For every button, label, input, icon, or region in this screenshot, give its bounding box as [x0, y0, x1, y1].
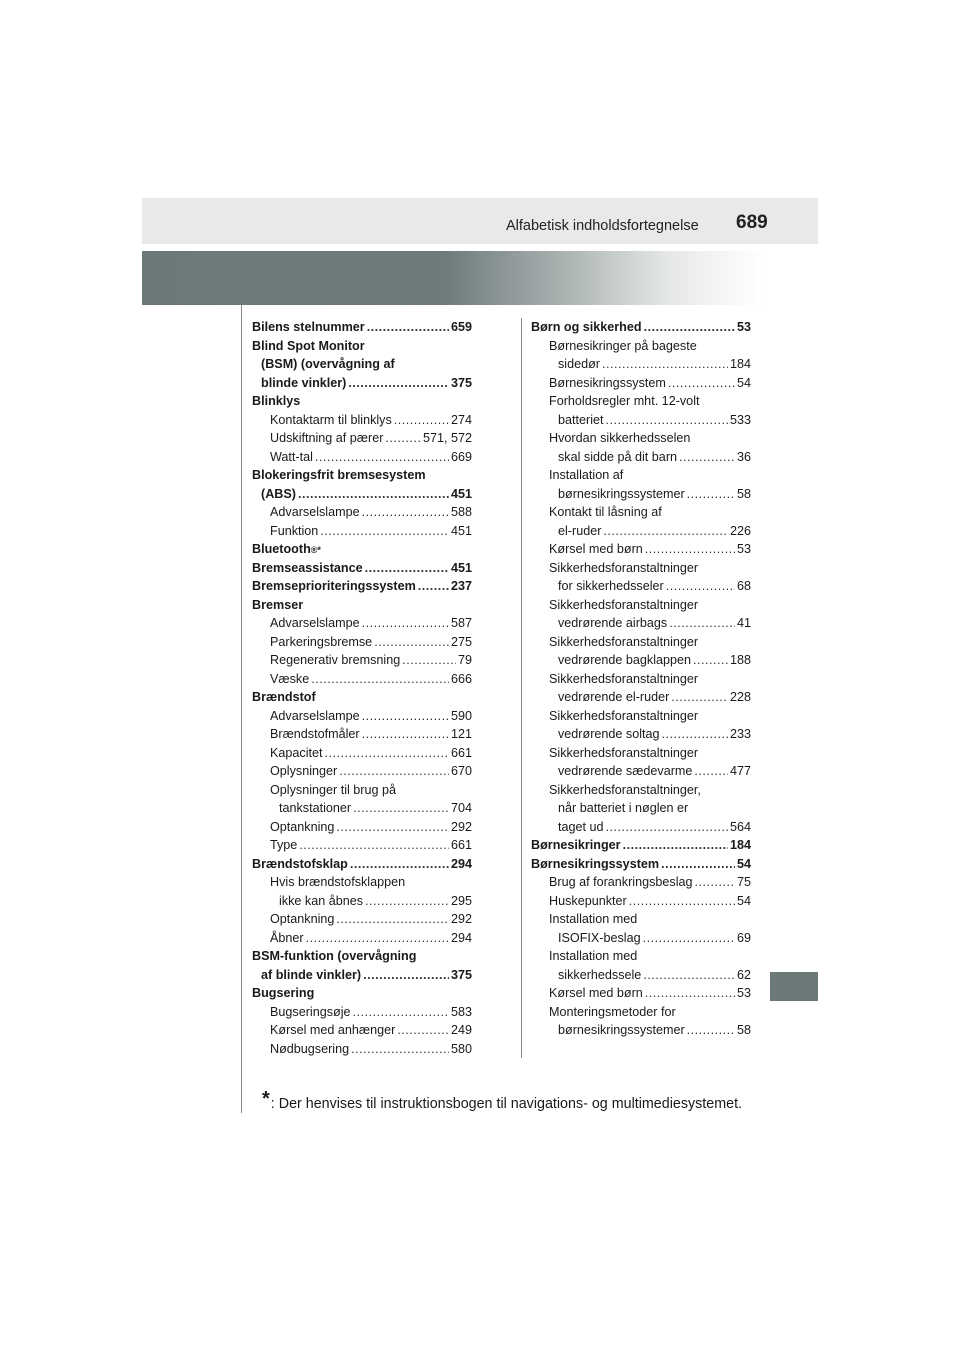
index-entry: [531, 670, 751, 689]
entry-page-ref: 237: [450, 579, 472, 593]
index-entry: [252, 633, 472, 652]
entry-text: Kontakt til låsning af: [549, 505, 662, 519]
index-entry: [252, 781, 472, 800]
footnote-mark: *: [262, 1088, 270, 1110]
index-entry: [252, 688, 472, 707]
section-title: Alfabetisk indholdsfortegnelse: [506, 218, 699, 234]
dot-leader: [602, 355, 728, 374]
index-entry: [531, 411, 751, 430]
dot-leader: [623, 836, 728, 855]
dot-leader: [394, 411, 449, 430]
dot-leader: [365, 559, 449, 578]
entry-page-ref: 58: [736, 1023, 751, 1037]
dot-leader: [402, 651, 456, 670]
index-entry: [531, 485, 751, 504]
entry-text: Advarselslampe: [270, 616, 360, 630]
index-entry: [252, 1003, 472, 1022]
index-entry: [531, 651, 751, 670]
entry-page-ref: 184: [729, 357, 751, 371]
index-entry: [252, 855, 472, 874]
index-entry: [531, 781, 751, 800]
entry-page-ref: 588: [450, 505, 472, 519]
entry-text: Børnesikringer på bageste: [549, 338, 697, 353]
entry-text: vedrørende sædevarme: [558, 764, 693, 778]
entry-text: Kørsel med anhænger: [270, 1023, 396, 1037]
entry-text: Sikkerhedsforanstaltninger,: [549, 782, 701, 797]
entry-page-ref: 79: [457, 653, 472, 667]
dot-leader: [661, 855, 735, 874]
entry-page-ref: 590: [450, 708, 472, 723]
index-entry: Bluetooth ®*: [252, 540, 472, 559]
entry-page-ref: 68: [736, 579, 751, 593]
entry-page-ref: 294: [450, 856, 472, 871]
entry-page-ref: 451: [450, 523, 472, 538]
index-entry: [531, 892, 751, 911]
entry-text: børnesikringssystemer: [558, 1023, 685, 1037]
entry-text: blinde vinkler): [261, 375, 347, 390]
index-entry: [531, 429, 751, 448]
entry-page-ref: 69: [736, 930, 751, 945]
dot-leader: [606, 411, 728, 430]
dot-leader: [679, 448, 735, 467]
entry-text: af blinde vinkler): [261, 967, 362, 982]
entry-text: Børnesikringer: [531, 838, 621, 852]
entry-text: Huskepunkter: [549, 893, 627, 908]
index-entry: [252, 984, 472, 1003]
index-entry: [252, 559, 472, 578]
entry-page-ref: 292: [450, 912, 472, 926]
dot-leader: [315, 448, 449, 467]
dot-leader: [643, 929, 735, 948]
entry-page-ref: 451: [450, 560, 472, 575]
entry-text: Oplysninger: [270, 764, 338, 778]
index-entry: [531, 540, 751, 559]
dot-leader: [336, 910, 449, 929]
entry-text: Børnesikringssystem: [549, 375, 666, 390]
entry-text: Brændstof: [252, 690, 316, 704]
entry-text: vedrørende el-ruder: [558, 690, 670, 704]
dot-leader: [606, 818, 728, 837]
dot-leader: [645, 984, 735, 1003]
entry-text: Sikkerhedsforanstaltninger: [549, 560, 699, 575]
entry-text: Bugseringsøje: [270, 1004, 351, 1019]
dot-leader: [353, 1003, 449, 1022]
dot-leader: [671, 688, 728, 707]
index-entry: [531, 818, 751, 837]
entry-text: Brændstofmåler: [270, 727, 360, 741]
index-entry: [252, 448, 472, 467]
index-entry: [252, 651, 472, 670]
index-entry: [252, 485, 472, 504]
entry-text: Bugsering: [252, 986, 315, 1000]
index-entry: [531, 1003, 751, 1022]
index-entry: [531, 374, 751, 393]
entry-text: Monteringsmetoder for: [549, 1004, 676, 1019]
dot-leader: [311, 670, 449, 689]
entry-page-ref: 661: [450, 838, 472, 852]
index-entry: [252, 799, 472, 818]
entry-page-ref: 41: [736, 616, 751, 630]
footnote: [262, 1088, 742, 1112]
index-entry: [252, 725, 472, 744]
dot-leader: [662, 725, 728, 744]
dot-leader: [397, 1021, 449, 1040]
header-band: [142, 198, 818, 244]
index-entry: [531, 744, 751, 763]
entry-text: Hvis brændstofsklappen: [270, 875, 406, 889]
entry-page-ref: 36: [736, 449, 751, 464]
index-entry: [531, 337, 751, 356]
entry-text: Regenerativ bremsning: [270, 653, 401, 667]
index-entry: [531, 522, 751, 541]
dot-leader: [298, 485, 449, 504]
entry-text: Funktion: [270, 523, 319, 538]
index-column-right: [531, 318, 751, 1040]
index-entry: [531, 466, 751, 485]
dot-leader: [362, 725, 449, 744]
index-entry: [252, 892, 472, 911]
index-entry: [252, 836, 472, 855]
entry-text: Hvordan sikkerhedsselen: [549, 431, 691, 445]
entry-text: Installation af: [549, 468, 624, 482]
entry-page-ref: 188: [729, 653, 751, 667]
index-entry: [531, 1021, 751, 1040]
entry-page-ref: 75: [736, 875, 751, 889]
entry-text: tankstationer: [279, 801, 352, 815]
dot-leader: [666, 577, 735, 596]
entry-page-ref: 587: [450, 616, 472, 630]
index-entry: [531, 855, 751, 874]
entry-page-ref: 704: [450, 801, 472, 815]
entry-page-ref: 564: [729, 819, 751, 834]
index-entry: [252, 466, 472, 485]
entry-text: Udskiftning af pærer: [270, 431, 384, 445]
dot-leader: [629, 892, 735, 911]
entry-text: vedrørende soltag: [558, 727, 660, 741]
entry-text: Installation med: [549, 912, 638, 926]
dot-leader: [365, 892, 449, 911]
index-entry: [252, 503, 472, 522]
entry-page-ref: 583: [450, 1004, 472, 1019]
entry-text: BSM-funktion (overvågning: [252, 949, 417, 963]
entry-page-ref: 54: [736, 856, 751, 871]
entry-page-ref: 375: [450, 967, 472, 982]
index-entry: [531, 559, 751, 578]
entry-text: Nødbugsering: [270, 1041, 350, 1056]
index-entry: [252, 337, 472, 356]
index-entry: [531, 873, 751, 892]
entry-text: Advarselslampe: [270, 505, 360, 519]
entry-page-ref: 121: [450, 727, 472, 741]
footnote-text: : Der henvises til instruktionsbogen til navigations- og multimediesystemet.: [270, 1096, 743, 1112]
entry-page-ref: 533: [729, 412, 751, 427]
entry-text: Type: [270, 838, 298, 852]
index-entry: [252, 910, 472, 929]
index-entry: [531, 910, 751, 929]
index-entry: [531, 448, 751, 467]
entry-page-ref: 292: [450, 819, 472, 834]
dot-leader: [363, 966, 449, 985]
entry-page-ref: 228: [729, 690, 751, 704]
entry-text: Oplysninger til brug på: [270, 782, 397, 797]
entry-text: Advarselslampe: [270, 708, 360, 723]
entry-text: Kørsel med børn: [549, 986, 643, 1000]
dot-leader: [418, 577, 449, 596]
index-entry: [252, 929, 472, 948]
entry-page-ref: 226: [729, 523, 751, 538]
dot-leader: [348, 374, 449, 393]
entry-page-ref: 54: [736, 893, 751, 908]
index-entry: [252, 762, 472, 781]
entry-text: skal sidde på dit barn: [558, 449, 678, 464]
entry-text: Sikkerhedsforanstaltninger: [549, 634, 699, 649]
entry-text: Optankning: [270, 912, 335, 926]
index-entry: [252, 374, 472, 393]
dot-leader: [643, 966, 735, 985]
dot-leader: [694, 762, 728, 781]
index-entry: [252, 318, 472, 337]
entry-page-ref: 58: [736, 486, 751, 501]
dot-leader: [325, 744, 449, 763]
entry-text: vedrørende bagklappen: [558, 653, 692, 667]
dot-leader: [693, 651, 728, 670]
dot-leader: [645, 540, 735, 559]
dot-leader: [320, 522, 449, 541]
entry-text: Bluetooth: [252, 542, 311, 556]
entry-page-ref: 477: [729, 764, 751, 778]
entry-page-ref: 375: [450, 375, 472, 390]
dot-leader: [362, 707, 449, 726]
entry-text: Watt-tal: [270, 449, 313, 464]
dot-leader: [362, 614, 449, 633]
entry-page-ref: 451: [450, 486, 472, 501]
index-entry: [531, 633, 751, 652]
index-entry: [252, 947, 472, 966]
index-entry: [531, 799, 751, 818]
entry-text: Blind Spot Monitor: [252, 338, 365, 353]
entry-text: Børn og sikkerhed: [531, 320, 642, 334]
index-entry: [252, 1021, 472, 1040]
index-entry: [252, 596, 472, 615]
index-entry: [531, 966, 751, 985]
entry-text: Brændstofsklap: [252, 856, 348, 871]
index-entry: [531, 836, 751, 855]
dot-leader: [669, 614, 735, 633]
entry-page-ref: 571, 572: [422, 431, 472, 445]
dot-leader: [350, 855, 449, 874]
entry-page-ref: 233: [729, 727, 751, 741]
index-entry: [531, 503, 751, 522]
index-entry: [252, 873, 472, 892]
entry-text: Kørsel med børn: [549, 542, 643, 556]
entry-page-ref: 53: [736, 320, 751, 334]
entry-page-ref: 661: [450, 745, 472, 760]
index-entry: [252, 392, 472, 411]
entry-text: Børnesikringssystem: [531, 856, 660, 871]
index-entry: [252, 670, 472, 689]
entry-text: Kontaktarm til blinklys: [270, 412, 392, 427]
entry-page-ref: 294: [450, 930, 472, 945]
entry-text: Sikkerhedsforanstaltninger: [549, 597, 699, 612]
entry-text: Kapacitet: [270, 745, 323, 760]
index-entry: [531, 355, 751, 374]
index-entry: [252, 1040, 472, 1059]
index-entry: [531, 596, 751, 615]
entry-text: børnesikringssystemer: [558, 486, 685, 501]
entry-page-ref: 295: [450, 893, 472, 908]
entry-text: Parkeringsbremse: [270, 634, 373, 649]
index-entry: [531, 577, 751, 596]
dot-leader: [687, 1021, 735, 1040]
dot-leader: [695, 873, 735, 892]
index-entry: [531, 392, 751, 411]
entry-text: sidedør: [558, 357, 600, 371]
entry-page-ref: 53: [736, 986, 751, 1000]
entry-text: når batteriet i nøglen er: [558, 801, 689, 815]
dot-leader: [668, 374, 735, 393]
entry-text: ISOFIX-beslag: [558, 930, 641, 945]
index-entry: [252, 818, 472, 837]
index-entry: [252, 411, 472, 430]
dot-leader: [374, 633, 449, 652]
header-gradient-bar: [142, 251, 818, 305]
dot-leader: [353, 799, 449, 818]
index-entry: [531, 984, 751, 1003]
entry-text: taget ud: [558, 819, 604, 834]
entry-page-ref: 274: [450, 412, 472, 427]
entry-page-ref: 275: [450, 634, 472, 649]
entry-text: Bremseassistance: [252, 560, 363, 575]
entry-page-ref: 659: [450, 320, 472, 334]
dot-leader: [367, 318, 449, 337]
index-entry: [252, 355, 472, 374]
index-entry: [531, 947, 751, 966]
index-entry: [531, 929, 751, 948]
entry-text: Brug af forankringsbeslag: [549, 875, 693, 889]
dot-leader: [299, 836, 449, 855]
entry-page-ref: 53: [736, 542, 751, 556]
index-entry: [252, 744, 472, 763]
entry-text: vedrørende airbags: [558, 616, 668, 630]
index-entry: [531, 762, 751, 781]
entry-page-ref: 666: [450, 671, 472, 686]
index-entry: [252, 614, 472, 633]
entry-text: Optankning: [270, 819, 335, 834]
dot-leader: [687, 485, 735, 504]
entry-text: ikke kan åbnes: [279, 893, 364, 908]
entry-text: Forholdsregler mht. 12-volt: [549, 394, 700, 408]
entry-text: Bilens stelnummer: [252, 320, 365, 334]
index-entry: [531, 707, 751, 726]
index-entry: [252, 577, 472, 596]
dot-leader: [351, 1040, 449, 1059]
entry-page-ref: 670: [450, 764, 472, 778]
index-entry: [252, 522, 472, 541]
entry-page-ref: 62: [736, 967, 751, 982]
entry-page-ref: 669: [450, 449, 472, 464]
index-entry: [531, 318, 751, 337]
index-entry: [531, 688, 751, 707]
dot-leader: [644, 318, 735, 337]
index-entry: [252, 966, 472, 985]
section-thumb-tab: [770, 972, 818, 1001]
left-margin-rule: [241, 305, 242, 1113]
entry-text: Blokeringsfrit bremsesystem: [252, 468, 426, 482]
entry-text: Blinklys: [252, 394, 301, 408]
entry-text: Sikkerhedsforanstaltninger: [549, 708, 699, 723]
index-entry: [252, 429, 472, 448]
dot-leader: [339, 762, 449, 781]
entry-page-ref: 54: [736, 375, 751, 390]
entry-page-ref: 249: [450, 1023, 472, 1037]
dot-leader: [385, 429, 421, 448]
entry-text: Sikkerhedsforanstaltninger: [549, 745, 699, 760]
entry-text: Væske: [270, 671, 310, 686]
dot-leader: [306, 929, 449, 948]
entry-text: Bremseprioriteringssystem: [252, 579, 416, 593]
entry-text: Sikkerhedsforanstaltninger: [549, 671, 699, 686]
entry-text: for sikkerhedsseler: [558, 579, 664, 593]
index-entry: [252, 707, 472, 726]
page-number: 689: [736, 212, 768, 233]
index-column-left: [252, 318, 472, 1058]
dot-leader: [336, 818, 449, 837]
dot-leader: [362, 503, 449, 522]
entry-text: (ABS): [261, 486, 296, 501]
index-entry: [531, 725, 751, 744]
column-divider: [521, 318, 522, 1058]
index-entry: [531, 614, 751, 633]
entry-text: Åbner: [270, 930, 304, 945]
entry-page-ref: 580: [450, 1041, 472, 1056]
entry-text: Installation med: [549, 949, 638, 963]
entry-text: el-ruder: [558, 523, 602, 538]
entry-text: (BSM) (overvågning af: [261, 357, 395, 371]
entry-text: batteriet: [558, 412, 604, 427]
dot-leader: [603, 522, 728, 541]
entry-page-ref: 184: [729, 838, 751, 852]
entry-text: Bremser: [252, 597, 304, 612]
entry-text: sikkerhedssele: [558, 967, 642, 982]
